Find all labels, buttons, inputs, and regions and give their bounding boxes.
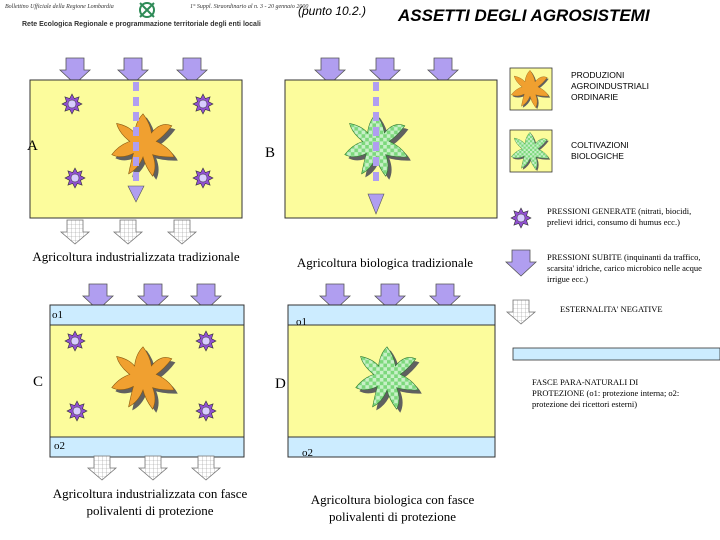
pressure-icon xyxy=(196,401,216,421)
pressure-icon xyxy=(67,401,87,421)
pressure-icon xyxy=(65,331,85,351)
panel-c-output-arrows xyxy=(88,456,220,480)
header-subtitle: Rete Ecologica Regionale e programmazione territoriale degli enti locali xyxy=(22,21,261,28)
panel-d-o1-label: o1 xyxy=(296,316,307,328)
header-bulletin: Bollettino Ufficiale della Regione Lombardia xyxy=(5,4,114,10)
legend-output-arrow-icon xyxy=(507,300,535,324)
panel-d-buffer-o1 xyxy=(288,305,495,325)
panel-d-letter: D xyxy=(275,376,286,392)
panel-c-o1-label: o1 xyxy=(52,309,63,321)
panel-b-letter: B xyxy=(265,145,276,161)
legend-industrial-label: PRODUZIONI AGROINDUSTRIALI ORDINARIE xyxy=(571,70,649,102)
pressure-icon xyxy=(62,94,82,114)
legend-buffer-label: FASCE PARA-NATURALI DI PROTEZIONE (o1: protezione interna; o2: protezione dei ricettori esterni) xyxy=(532,377,680,409)
pinwheel-logo-icon xyxy=(140,3,154,17)
panel-c-buffer-o1 xyxy=(50,305,244,325)
pressure-icon xyxy=(193,94,213,114)
panel-c-o2-label: o2 xyxy=(54,440,65,452)
panel-d-buffer-o2 xyxy=(288,437,495,457)
legend-externalities-label: ESTERNALITA' NEGATIVE xyxy=(560,304,663,314)
panel-c-buffer-o2 xyxy=(50,437,244,457)
section-reference: (punto 10.2.) xyxy=(298,4,367,18)
legend-suffered-label: PRESSIONI SUBITE (inquinanti da traffico, scarsita' idriche, carico microbico nelle acque irrigue ecc.) xyxy=(547,252,702,284)
panel-d-o2-label: o2 xyxy=(302,447,313,459)
pressure-icon xyxy=(193,168,213,188)
panel-d-caption: Agricoltura biologica con fasce polivalenti di protezione xyxy=(310,492,475,524)
panel-b xyxy=(285,58,497,218)
panel-a-letter: A xyxy=(27,138,38,154)
header-supplement: 1° Suppl. Straordinario al n. 3 - 20 gennaio 2000 xyxy=(190,4,309,10)
panel-d xyxy=(288,284,495,457)
panel-c-caption: Agricoltura industrializzata con fasce polivalenti di protezione xyxy=(52,486,248,518)
legend-pressure-icon xyxy=(511,208,531,228)
panel-b-caption: Agricoltura biologica tradizionale xyxy=(296,255,474,270)
panel-c xyxy=(50,284,244,480)
legend-generated-label: PRESSIONI GENERATE (nitrati, biocidi, prelievi idrici, consumo di humus ecc.) xyxy=(547,206,692,227)
panel-c-letter: C xyxy=(33,374,44,390)
pressure-icon xyxy=(196,331,216,351)
pressure-icon xyxy=(65,168,85,188)
page-title: ASSETTI DEGLI AGROSISTEMI xyxy=(398,6,650,25)
legend-input-arrow-icon xyxy=(506,250,536,276)
panel-a-output-arrows xyxy=(61,220,196,244)
legend-buffer-swatch xyxy=(513,348,720,360)
legend-organic-label: COLTIVAZIONI BIOLOGICHE xyxy=(571,140,629,161)
panel-a-caption: Agricoltura industrializzata tradizionale xyxy=(32,249,240,264)
panel-a xyxy=(30,58,242,244)
